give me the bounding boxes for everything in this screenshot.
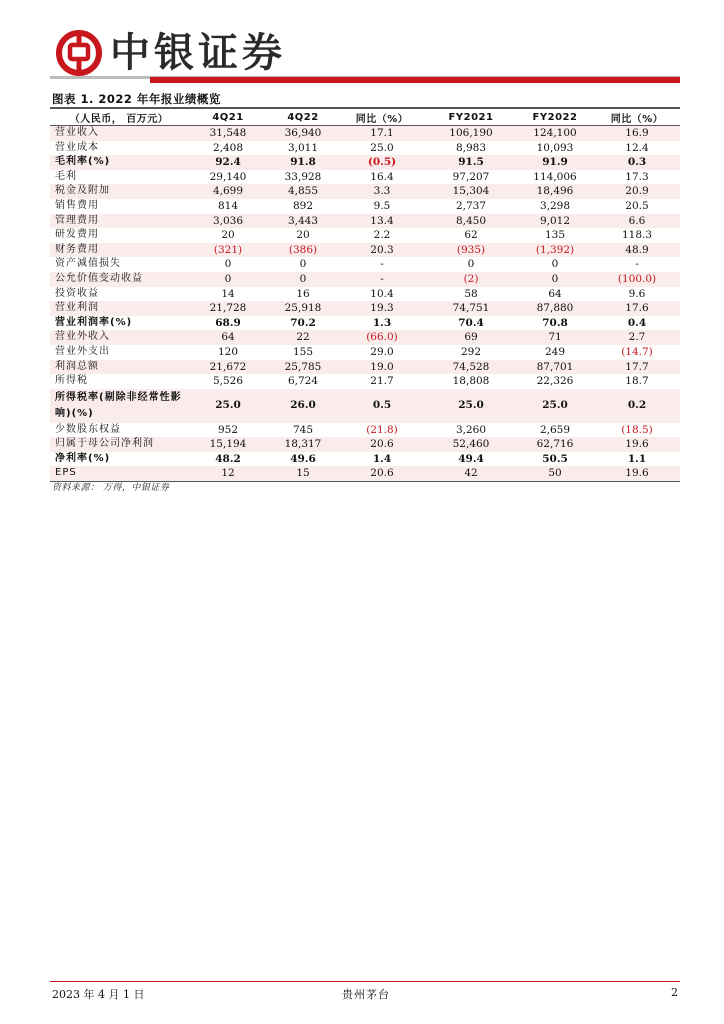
- table-cell: 135: [544, 229, 566, 242]
- table-cell: 1.1: [627, 452, 647, 465]
- table-cell: 91.5: [458, 156, 484, 169]
- table-cell: 1.3: [372, 316, 392, 329]
- table-cell: 19.6: [625, 438, 649, 451]
- table-row: [50, 170, 680, 185]
- table-cell: 3.3: [373, 185, 391, 198]
- table-cell: 2,408: [212, 141, 244, 154]
- table-cell: 3,443: [287, 214, 319, 227]
- table-cell: 25.0: [215, 399, 241, 412]
- table-cell: 15,194: [209, 438, 247, 451]
- table-cell: 15: [296, 467, 310, 480]
- table-cell: 70.2: [290, 316, 316, 329]
- table-cell: (1,392): [535, 243, 575, 256]
- table-cell: 0: [224, 272, 232, 285]
- table-cell: (21.8): [366, 423, 398, 436]
- row-label: 利润总额: [55, 360, 99, 372]
- row-label: 销售费用: [55, 199, 99, 211]
- table-cell: 0: [224, 258, 232, 271]
- table-cell: 64: [548, 287, 562, 300]
- table-cell: 91.9: [542, 156, 568, 169]
- table-cell: 15,304: [452, 185, 490, 198]
- table-cell: 20.3: [370, 243, 394, 256]
- table-row: [50, 141, 680, 156]
- table-cell: 3,011: [287, 141, 319, 154]
- table-cell: 8,450: [455, 214, 487, 227]
- table-cell: 17.3: [625, 170, 649, 183]
- row-label: 营业外收入: [55, 331, 110, 343]
- table-cell: 18,496: [536, 185, 574, 198]
- table-row: [50, 214, 680, 229]
- earnings-table-container: [50, 107, 680, 482]
- table-cell: 20: [296, 229, 310, 242]
- table-cell: (18.5): [621, 423, 653, 436]
- table-cell: (0.5): [367, 156, 397, 169]
- row-label: 营业成本: [55, 141, 99, 153]
- table-cell: 91.8: [290, 156, 316, 169]
- table-cell: 0: [551, 272, 559, 285]
- table-cell: 2.2: [373, 229, 391, 242]
- table-cell: 25.0: [542, 399, 568, 412]
- footer-rule: [50, 981, 680, 982]
- table-cell: 10.4: [370, 287, 394, 300]
- table-cell: 74,528: [452, 360, 490, 373]
- table-cell: 68.9: [215, 316, 241, 329]
- brand-name: 中银证券: [110, 30, 286, 76]
- table-cell: 1.4: [372, 452, 392, 465]
- row-label: 所得税: [55, 375, 88, 387]
- table-cell: 9,012: [539, 214, 571, 227]
- table-row: [50, 316, 680, 331]
- table-cell: 20.6: [370, 467, 394, 480]
- table-row: [50, 287, 680, 302]
- table-row: [50, 301, 680, 316]
- source-note: 资料来源： 万得，中银证券: [52, 483, 170, 493]
- table-cell: 29,140: [209, 170, 247, 183]
- table-row: [50, 199, 680, 214]
- table-cell: 2.7: [628, 331, 646, 344]
- table-cell: 42: [464, 467, 478, 480]
- table-row: [50, 272, 680, 287]
- bank-of-china-logo-icon: [56, 30, 102, 76]
- table-cell: 0: [467, 258, 475, 271]
- table-cell: 26.0: [290, 399, 316, 412]
- table-row: [50, 184, 680, 199]
- table-cell: 25,918: [284, 302, 322, 315]
- row-label: 税金及附加: [55, 185, 110, 197]
- row-label: 所得税率(剔除非经常性影响)(%): [55, 391, 182, 419]
- table-cell: 19.0: [370, 360, 394, 373]
- table-cell: 48.9: [625, 243, 649, 256]
- row-label: 财务费用: [55, 243, 99, 255]
- row-label: 管理费用: [55, 214, 99, 226]
- table-cell: 3,260: [455, 423, 487, 436]
- table-row: [50, 389, 680, 423]
- table-cell: 3,036: [212, 214, 244, 227]
- table-cell: 50: [548, 467, 562, 480]
- table-cell: 3,298: [539, 199, 571, 212]
- column-header: FY2022: [532, 111, 578, 123]
- table-cell: 52,460: [452, 438, 490, 451]
- table-cell: 16.4: [370, 170, 394, 183]
- row-label: 研发费用: [55, 229, 99, 241]
- table-cell: 21,672: [209, 360, 247, 373]
- table-cell: 5,526: [212, 375, 244, 388]
- table-cell: 69: [464, 331, 478, 344]
- column-header: FY2021: [448, 111, 494, 123]
- table-cell: 0: [299, 272, 307, 285]
- table-cell: 58: [464, 287, 478, 300]
- column-header: 4Q22: [287, 111, 319, 123]
- table-cell: (2): [463, 272, 479, 285]
- table-cell: (66.0): [366, 331, 398, 344]
- table-cell: -: [380, 272, 384, 285]
- table-cell: 17.7: [625, 360, 649, 373]
- table-cell: 25.0: [370, 141, 394, 154]
- row-label: 资产减值损失: [55, 258, 121, 270]
- table-cell: 9.6: [628, 287, 646, 300]
- table-row: [50, 452, 680, 467]
- table-row: [50, 228, 680, 243]
- table-body: [50, 126, 680, 482]
- figure-title: 图表 1. 2022 年年报业绩概览: [52, 92, 221, 106]
- table-row: [50, 360, 680, 375]
- table-cell: 4,855: [287, 185, 319, 198]
- table-cell: 17.1: [370, 127, 394, 139]
- column-header-label: （人民币， 百万元）: [69, 113, 169, 125]
- table-row: [50, 126, 680, 141]
- table-cell: 106,190: [449, 127, 493, 139]
- earnings-table: [50, 107, 680, 482]
- table-row: [50, 257, 680, 272]
- table-cell: 249: [544, 345, 566, 358]
- table-cell: 92.4: [215, 156, 241, 169]
- table-row: [50, 330, 680, 345]
- table-row: [50, 374, 680, 389]
- column-header: 同比（%）: [610, 113, 664, 125]
- table-cell: 64: [221, 331, 235, 344]
- table-cell: 0: [551, 258, 559, 271]
- table-cell: (935): [456, 243, 486, 256]
- table-cell: 25,785: [284, 360, 322, 373]
- column-header: 4Q21: [212, 111, 244, 123]
- table-cell: -: [380, 258, 384, 271]
- table-cell: (14.7): [621, 345, 653, 358]
- table-cell: 18,317: [284, 438, 322, 451]
- table-cell: 70.4: [458, 316, 484, 329]
- table-cell: 62,716: [536, 438, 574, 451]
- table-cell: 6.6: [628, 214, 646, 227]
- table-cell: 14: [221, 287, 235, 300]
- table-cell: 124,100: [533, 127, 577, 139]
- column-header: 同比（%）: [355, 113, 409, 125]
- table-cell: 12: [221, 467, 235, 480]
- table-cell: 9.5: [373, 199, 391, 212]
- row-label: 归属于母公司净利润: [55, 438, 154, 450]
- table-row: [50, 243, 680, 258]
- table-row: [50, 423, 680, 438]
- table-cell: 20.6: [370, 438, 394, 451]
- row-label: 公允价值变动收益: [55, 272, 143, 284]
- table-cell: (100.0): [617, 272, 657, 285]
- table-cell: 19.3: [370, 302, 394, 315]
- footer-date: 2023 年 4 月 1 日: [52, 988, 145, 1001]
- table-row: [50, 155, 680, 170]
- table-cell: 0.3: [627, 156, 647, 169]
- row-label: 净利率(%): [55, 452, 111, 464]
- table-cell: 114,006: [533, 170, 577, 183]
- table-cell: 745: [292, 423, 314, 436]
- table-cell: 21,728: [209, 302, 247, 315]
- row-label: 营业收入: [55, 127, 99, 138]
- table-cell: (386): [288, 243, 318, 256]
- table-cell: 49.4: [458, 452, 484, 465]
- table-cell: 48.2: [215, 452, 241, 465]
- table-cell: 70.8: [542, 316, 568, 329]
- table-row: [50, 437, 680, 452]
- table-cell: 21.7: [370, 375, 394, 388]
- table-cell: 97,207: [452, 170, 490, 183]
- table-cell: 62: [464, 229, 478, 242]
- footer-company: 贵州茅台: [342, 988, 390, 1001]
- table-cell: 50.5: [542, 452, 568, 465]
- table-cell: 13.4: [370, 214, 394, 227]
- table-cell: (321): [213, 243, 243, 256]
- table-row: [50, 345, 680, 360]
- table-cell: 29.0: [370, 345, 394, 358]
- table-cell: 17.6: [625, 302, 649, 315]
- table-cell: 10,093: [536, 141, 574, 154]
- table-cell: 22,326: [536, 375, 574, 388]
- table-cell: 18,808: [452, 375, 490, 388]
- table-cell: 892: [292, 199, 314, 212]
- table-cell: 0.2: [627, 399, 647, 412]
- table-cell: 20.9: [625, 185, 649, 198]
- table-cell: 8,983: [455, 141, 487, 154]
- table-cell: 18.7: [625, 375, 649, 388]
- table-cell: 16: [296, 287, 310, 300]
- table-header-row: [50, 108, 680, 126]
- table-cell: 87,701: [536, 360, 574, 373]
- table-cell: 6,724: [287, 375, 319, 388]
- table-cell: 952: [217, 423, 239, 436]
- table-cell: 19.6: [625, 467, 649, 480]
- table-cell: 22: [296, 331, 310, 344]
- row-label: 营业利润: [55, 302, 99, 314]
- table-cell: 814: [217, 199, 239, 212]
- page-number: 2: [671, 986, 678, 999]
- table-cell: 0: [299, 258, 307, 271]
- row-label: 毛利: [55, 170, 77, 182]
- table-cell: 87,880: [536, 302, 574, 315]
- row-label: EPS: [55, 467, 77, 479]
- table-cell: 12.4: [625, 141, 649, 154]
- table-cell: 292: [460, 345, 482, 358]
- table-cell: 36,940: [284, 127, 322, 139]
- table-cell: 4,699: [212, 185, 244, 198]
- table-cell: 2,737: [455, 199, 487, 212]
- table-cell: 118.3: [621, 229, 653, 242]
- table-cell: 20: [221, 229, 235, 242]
- table-cell: 25.0: [458, 399, 484, 412]
- table-cell: -: [635, 258, 639, 271]
- table-cell: 0.4: [627, 316, 647, 329]
- row-label: 毛利率(%): [55, 156, 111, 168]
- table-cell: 31,548: [209, 127, 247, 139]
- row-label: 营业外支出: [55, 345, 110, 357]
- table-cell: 0.5: [372, 399, 392, 412]
- row-label: 少数股东权益: [55, 423, 121, 435]
- table-cell: 120: [217, 345, 239, 358]
- table-cell: 74,751: [452, 302, 490, 315]
- table-cell: 33,928: [284, 170, 322, 183]
- row-label: 投资收益: [55, 287, 99, 299]
- table-cell: 2,659: [539, 423, 571, 436]
- table-cell: 16.9: [625, 127, 649, 139]
- table-cell: 71: [548, 331, 562, 344]
- table-cell: 155: [292, 345, 314, 358]
- row-label: 营业利润率(%): [55, 316, 133, 328]
- table-cell: 20.5: [625, 199, 649, 212]
- table-cell: 49.6: [290, 452, 316, 465]
- header-rule-red: [150, 77, 680, 83]
